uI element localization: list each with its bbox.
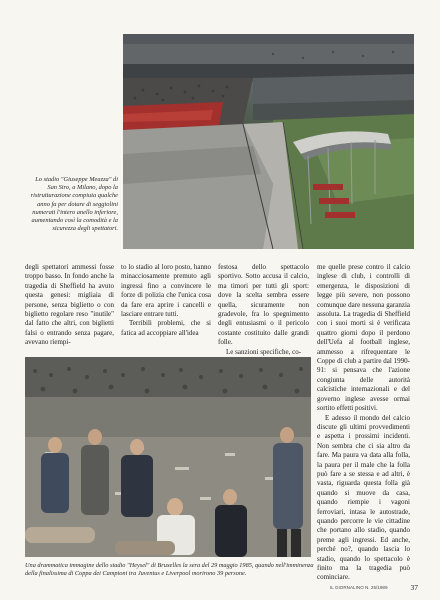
paragraph: E adesso il mondo del calcio discute gli ultimi provvedimenti e aspetta i prossimi incidenti. Non sembra che ci sia altro da fare. Ma paura va data alla folla, la paura per il male che la folla può fare a se stessa e ad altri, è vasta, riguarda questa folla già quando si muove da casa, quando riempie i vagoni ferroviari, intasa le autostrade, quando percorre le vie cittadine che portano allo stadio, quando preme agli ingressi. Ed anche, perché no?, quando lascia lo stadio, quando lo spettacolo è finito ma la tragedia può cominciare. [317,413,410,582]
heysel-stadium-photo [25,357,311,557]
text-column-1 [25,263,114,348]
san-siro-stadium-photo [123,34,414,249]
text-column-4 [317,263,410,583]
paragraph: Le sanzioni specifiche, co- [226,347,302,356]
paragraph: festosa dello spettacolo sportivo. Sotto accusa il calcio, ma timori per tutti gli sport: dove la scelta sembra essere quella, sicuramente non gradevole, fra lo spegnimento degli entusiasmi o il pericolo costante costituito dalle grandi folle. [218,263,309,347]
publication-name: IL GIORNALINO N. 25/1989 [330,585,388,590]
photo-caption-bottom: Una drammatica immagine dello stadio "Heysel" di Bruxelles la sera del 29 maggio 1985, quando nell'imminenza della finalissima di Coppa dei Campioni tra Juventus e Liverpool morirono 39 persone. [25,562,314,577]
paragraph: to lo stadio al loro posto, hanno minacciosamente premuto agli ingressi fino a convincere le forze di polizia che l'unica cosa da fare era aprire i cancelli e lasciare entrare tutti. [121,263,211,319]
paragraph: degli spettatori ammessi fosse troppo basso. In fondo anche la tragedia di Sheffield ha avuto questa genesi: migliaia di persone, senza biglietto o con biglietto regolare reso "inutile" dal fatto che altri, con biglietti falsi o entrando senza pagare, avevano riempi- [25,263,114,347]
paragraph: Terribili problemi, che si fatica ad accoppiare all'idea [121,319,211,337]
page-number: 37 [410,583,418,592]
photo-caption-top: Lo stadio "Giuseppe Meazza" di San Siro, a Milano, dopo la ristrutturazione compiuta qualche anno fa per dotare di seggiolini numerati l'intero anello inferiore, aumentando così la comodità e la sicurezza degli spettatori. [30,176,118,233]
page-footer [330,585,418,595]
paragraph: me quelle prese contro il calcio inglese di club, i controlli di emergenza, le disposizioni di legge più severe, non possono comunque dare nessuna garanzia assoluta. La tragedia di Sheffield con i suoi morti si è verificata quattro giorni dopo il perdono dell'Uefa al football inglese, ammesso a rifrequentare le Coppe di club a partire dal 1990-91: si pensava che l'azione congiunta delle autorità calcistiche internazionali e del governo inglese avesse ormai sortito effetti positivi. [317,263,410,413]
text-column-3 [218,263,309,357]
text-column-2 [121,263,211,338]
